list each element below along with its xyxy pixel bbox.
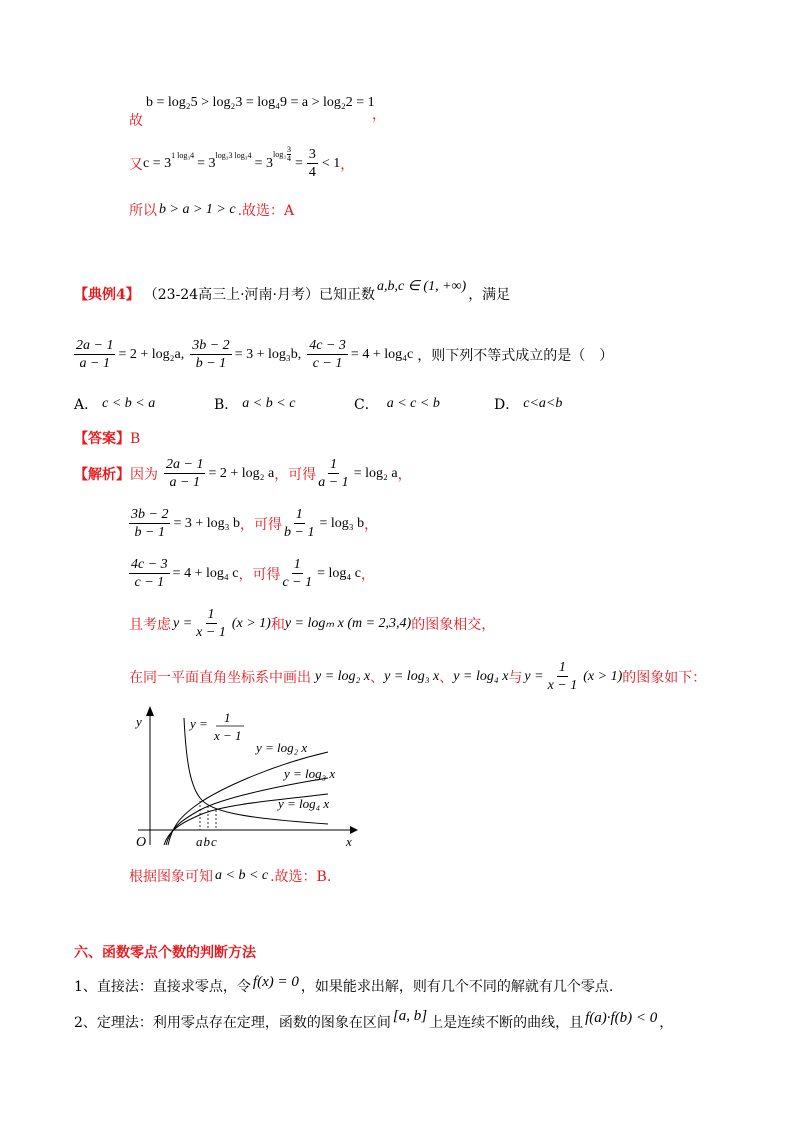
eq-c-m1: = 3 xyxy=(197,155,216,171)
exponent-3-den: 4 xyxy=(286,154,291,163)
comma: ， xyxy=(372,107,386,123)
r3-num: 4c − 3 xyxy=(131,557,168,572)
r2-res-num: 1 xyxy=(295,507,303,522)
exponent-3-num: 3 xyxy=(286,145,291,154)
option-b-label: B． xyxy=(214,397,239,413)
exponent-3-base: log₃ xyxy=(272,150,286,159)
item1-prefix: 1、直接法：直接求零点，令 xyxy=(74,979,251,995)
comma-r1: ， xyxy=(397,466,412,483)
sep-2: 、 xyxy=(439,669,454,686)
r2-num: 3b − 2 xyxy=(131,507,169,522)
item1-expr: f(x) = 0 xyxy=(252,973,299,990)
r1-res-num: 1 xyxy=(329,457,337,472)
cond-x-gt-1-2: (x > 1) xyxy=(583,668,623,684)
y-axis-arrow xyxy=(146,706,154,716)
cond-x-gt-1: (x > 1) xyxy=(231,615,271,631)
option-c[interactable] xyxy=(354,394,494,414)
r3-den: c − 1 xyxy=(134,575,165,590)
analysis-row-1 xyxy=(74,456,412,491)
label-log2: y = log₂ x xyxy=(256,740,308,755)
option-a-expr: c < b < a xyxy=(102,396,156,411)
cond-3-rhs: = 4 + log₄c xyxy=(350,346,414,362)
r2-res-den: b − 1 xyxy=(284,525,315,540)
text-conclusion-prefix: 根据图象可知 xyxy=(129,869,213,885)
r3-res-den: c − 1 xyxy=(282,575,313,590)
text-suoyi: 所以 xyxy=(129,203,157,219)
comma-r2: ， xyxy=(364,516,379,533)
r2-frac xyxy=(129,506,170,541)
label-log4: y = log₄ x xyxy=(278,796,330,811)
frac-3-4 xyxy=(307,146,318,181)
function-graph xyxy=(128,700,360,850)
text-you: 又 xyxy=(129,156,143,173)
r3-frac xyxy=(129,556,170,591)
r2-rhs: = 3 + log₃ b xyxy=(173,515,241,531)
recip-frac-2 xyxy=(546,659,580,694)
options-row xyxy=(74,394,614,414)
answer-tag: 【答案】 xyxy=(74,431,130,447)
r3-res-num: 1 xyxy=(293,557,301,572)
recip-num: 1 xyxy=(207,607,215,622)
graph-log3-label: y = log₃ x xyxy=(384,668,440,684)
text-intersect: 的图象相交， xyxy=(411,616,496,633)
r1-frac xyxy=(164,456,205,491)
text-and: 和 xyxy=(270,616,285,633)
frac-2a xyxy=(74,337,115,372)
recip-den: x − 1 xyxy=(196,625,226,640)
label-log3: y = log₃ x xyxy=(284,766,336,781)
frac-4c-den: c − 1 xyxy=(312,356,343,371)
text-kede-2: ，可得 xyxy=(240,516,283,533)
item2-mid: 上是连续不断的曲线，且 xyxy=(429,1015,584,1031)
analysis-row-2 xyxy=(129,506,378,541)
y-eq: y = xyxy=(173,615,193,631)
r3-rhs: = 4 + log₄ c xyxy=(172,565,239,581)
graph-log2-label: y = log₂ x xyxy=(315,668,371,684)
text-gu: 故 xyxy=(129,113,143,129)
option-c-label: C． xyxy=(354,397,379,413)
text-kede-1: ，可得 xyxy=(274,466,317,483)
analysis-row-4 xyxy=(129,606,495,641)
curve-log3 xyxy=(166,778,328,845)
recip2-num: 1 xyxy=(558,660,566,675)
frac-3b xyxy=(190,337,231,372)
option-a[interactable] xyxy=(74,394,214,414)
r2-den: b − 1 xyxy=(134,525,165,540)
conditions-row xyxy=(74,337,613,372)
answer-line xyxy=(74,428,140,448)
exponent-2: log₃3 log₃4 xyxy=(215,151,252,160)
analysis-row-5 xyxy=(129,659,706,694)
frac-3b-den: b − 1 xyxy=(195,356,227,371)
y-log-m: y = logₘ x (m = 2,3,4) xyxy=(284,616,412,631)
option-c-expr: a < c < b xyxy=(386,396,440,411)
frac-4c xyxy=(307,337,348,372)
analysis-conclusion xyxy=(129,866,331,886)
cond-2-rhs: = 3 + log₃b, xyxy=(234,346,302,362)
eq-c-lhs: c = 3 xyxy=(143,155,172,171)
text-draw-suffix: 的图象如下： xyxy=(622,669,707,686)
option-b-expr: a < b < c xyxy=(242,396,296,411)
r1-res-frac xyxy=(316,456,350,491)
label-recip-y: y = xyxy=(190,716,208,731)
section6-title: 六、函数零点个数的判断方法 xyxy=(74,945,256,961)
comma2: ， xyxy=(340,156,355,173)
text-kede-3: ，可得 xyxy=(238,566,281,583)
x-axis-label: x xyxy=(346,834,352,849)
answer-value: B xyxy=(130,431,141,447)
r1-res-rhs: = log₂ a xyxy=(353,465,398,481)
exponent-3-frac xyxy=(287,146,291,163)
graph-log4-label: y = log₄ x xyxy=(453,668,509,684)
label-recip-num: 1 xyxy=(224,710,231,725)
x-axis-arrow xyxy=(350,826,358,834)
example-source: （23-24高三上·河南·月考）已知正数 xyxy=(143,287,376,303)
option-d[interactable] xyxy=(494,394,614,414)
frac-3b-num: 3b − 2 xyxy=(192,338,230,353)
label-recip-den: x − 1 xyxy=(214,728,242,743)
r1-res-den: a − 1 xyxy=(318,475,349,490)
r3-res-rhs: = log₄ c xyxy=(317,565,362,581)
abc-marks: abc xyxy=(196,834,218,849)
item2-prefix: 2、定理法：利用零点存在定理，函数的图象在区间 xyxy=(74,1015,391,1031)
answer-a: .故选：A xyxy=(237,203,295,219)
eq-c-tail: < 1 xyxy=(321,155,341,171)
sep-1: 、 xyxy=(370,669,385,686)
text-satisfy: ，满足 xyxy=(468,287,511,303)
analysis-tag: 【解析】 xyxy=(74,466,130,483)
eq-c-eq: = xyxy=(294,155,303,171)
recip2-den: x − 1 xyxy=(547,678,578,693)
conclusion-expr: a < b < c xyxy=(215,868,269,883)
r3-res-frac xyxy=(280,556,314,591)
exponent-1: 1 log₃4 xyxy=(171,151,195,160)
analysis-row-3 xyxy=(129,556,375,591)
example-tag: 【典例4】 xyxy=(74,287,140,303)
item2-suffix: ， xyxy=(659,1015,674,1031)
recip-frac xyxy=(194,606,228,641)
r1-num: 2a − 1 xyxy=(166,457,204,472)
text-yu: 与 xyxy=(508,669,523,686)
item2-expr: f(a)·f(b) < 0 xyxy=(585,1009,658,1026)
option-b[interactable] xyxy=(214,394,354,414)
eq-b-gt-a: b = log₂5 > log₂3 = log₄9 = a > log₂2 = 1 xyxy=(146,95,375,110)
r2-res-frac xyxy=(282,506,316,541)
frac-3-4-num: 3 xyxy=(308,147,316,162)
frac-2a-num: 2a − 1 xyxy=(76,338,114,353)
question-text: ，则下列不等式成立的是（ ） xyxy=(417,347,614,364)
cond-1-rhs: = 2 + log₂a, xyxy=(118,346,185,362)
answer-b: .故选：B. xyxy=(270,869,332,885)
r2-res-rhs: = log₃ b xyxy=(319,515,365,531)
text-consider: 且考虑 xyxy=(129,616,171,633)
example4-header xyxy=(74,278,511,304)
eq-c-m2: = 3 xyxy=(254,155,273,171)
set-abc: a,b,c ∈ (1, +∞) xyxy=(377,278,467,294)
comma-r3: ， xyxy=(361,566,376,583)
text-draw-prefix: 在同一平面直角坐标系中画出 xyxy=(129,669,311,686)
item1-suffix: ，如果能求出解，则有几个不同的解就有几个零点. xyxy=(300,979,614,995)
section6-item1 xyxy=(74,973,614,996)
item2-interval: [a, b] xyxy=(392,1007,428,1024)
conclusion-line-1 xyxy=(129,200,294,220)
exponent-3 xyxy=(273,146,291,163)
eq-c-line xyxy=(129,146,354,181)
text-because: 因为 xyxy=(130,466,158,483)
y-eq-2: y = xyxy=(524,668,544,684)
option-d-expr: c<a<b xyxy=(523,396,563,411)
origin-label: O xyxy=(136,835,147,850)
option-d-label: D． xyxy=(494,397,520,413)
frac-4c-num: 4c − 3 xyxy=(309,338,346,353)
r1-den: a − 1 xyxy=(169,475,200,490)
frac-3-4-den: 4 xyxy=(308,165,316,180)
eq-b-a-1-c: b > a > 1 > c xyxy=(159,202,236,217)
y-axis-label: y xyxy=(136,714,142,729)
frac-2a-den: a − 1 xyxy=(79,356,110,371)
option-a-label: A． xyxy=(74,397,99,413)
section6-item2 xyxy=(74,1007,674,1032)
r1-rhs: = 2 + log₂ a xyxy=(208,465,275,481)
